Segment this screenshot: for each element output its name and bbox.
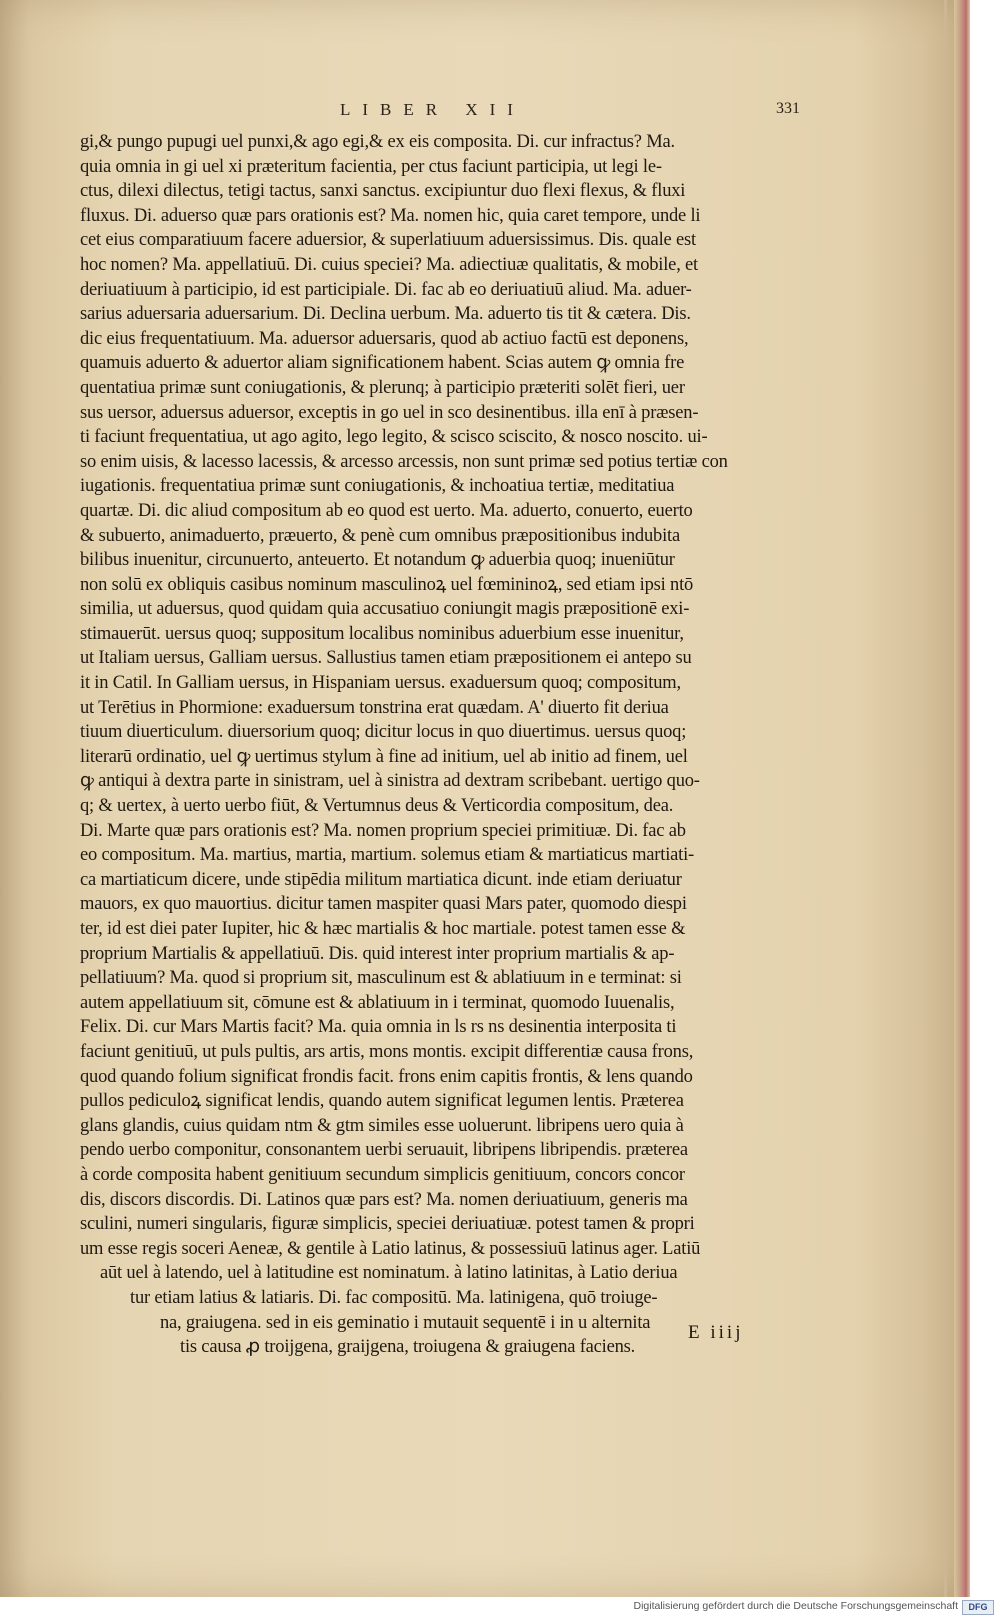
text-line: dis, discors discordis. Di. Latinos quæ pars est? Ma. nomen deriuatiuum, generis ma [80,1189,688,1210]
text-line: stimauerūt. uersus quoq; suppositum localibus nominibus aduerbium esse inuenitur, [80,623,684,644]
text-line: sarius aduersaria aduersarium. Di. Declina uerbum. Ma. aduerto tis tit & cætera. Dis. [80,304,691,325]
text-line: um esse regis soceri Aeneæ, & gentile à Latio latinus, & possessiuū latinus ager. Latiū [80,1238,701,1259]
text-line: ti faciunt frequentatiua, ut ago agito, lego legito, & scisco sciscito, & nosco noscito. ui- [80,427,708,448]
text-line: literarū ordinatio, uel ꝙ uertimus stylum à fine ad initium, uel ab initio ad finem, uel [80,746,688,767]
text-line: ut Terētius in Phormione: exaduersum tonstrina erat quædam. A' diuerto fit deriua [80,697,669,718]
text-line: ut Italiam uersus, Galliam uersus. Sallustius tamen etiam præpositionem ei antepo su [80,648,692,669]
footer-bar [0,1597,1000,1617]
text-line: sculini, numeri singularis, figuræ simplicis, speciei deriuatiuæ. potest tamen & propri [80,1214,695,1235]
text-line: quartæ. Di. dic aliud compositum ab eo quod est uerto. Ma. aduerto, conuerto, euerto [80,500,693,521]
text-line: iugationis. frequentatiua primæ sunt coniugationis, & inchoatiua tertiæ, meditatiua [80,476,675,497]
text-line: quentatiua primæ sunt coniugationis, & plerunq; à participio præteriti solēt fieri, uer [80,377,685,398]
text-line: Di. Marte quæ pars orationis est? Ma. nomen proprium speciei primitiuæ. Di. fac ab [80,820,686,841]
text-line: deriuatiuum à participio, id est participiale. Di. fac ab eo deriuatiuū aliud. Ma. aduer- [80,279,692,300]
text-line: quamuis aduerto & aduertor aliam significationem habent. Scias autem ꝙ omnia fre [80,353,685,374]
text-line: so enim uisis, & lacesso lacessis, & arcesso arcessis, non sunt primæ sed potius tertiæ con [80,451,728,472]
text-line: glans glandis, cuius quidam ntm & gtm similes esse uoluerunt. libripens uero quia à [80,1115,684,1136]
text-line: pendo uerbo componitur, consonantem uerbi seruauit, libripens libripendis. præterea [80,1140,688,1161]
text-line: q; & uertex, à uerto uerbo fiūt, & Vertumnus deus & Verticordia compositum, dea. [80,796,674,817]
text-line: & subuerto, animaduerto, præuerto, & penè cum omnibus præpositionibus indubita [80,525,680,546]
text-line: it in Catil. In Galliam uersus, in Hispaniam uersus. exaduersum quoq; compositum, [80,673,681,694]
page-gutter [944,0,947,1597]
text-line: pullos pediculoꝝ significat lendis, quando autem significat legumen lentis. Præterea [80,1091,684,1112]
text-line: cet eius comparatiuum facere aduersior, & superlatiuum aduersissimus. Dis. quale est [80,230,696,251]
text-line: quod quando folium significat frondis facit. frons enim capitis frontis, & lens quando [80,1066,693,1087]
text-line: non solū ex obliquis casibus nominum masculinoꝝ uel fœmininoꝝ, sed etiam ipsi ntō [80,574,694,595]
text-line: tis causa ꝓ troijgena, graijgena, troiugena & graiugena faciens. [180,1337,636,1358]
text-line: dic eius frequentatiuum. Ma. aduersor aduersaris, quod ab actiuo factū est deponens, [80,328,689,349]
folio-number: 331 [776,100,800,117]
text-line: pellatiuum? Ma. quod si proprium sit, masculinum est & ablatiuum in e terminat: si [80,968,682,989]
dfg-logo: DFG [962,1600,994,1615]
text-line: eo compositum. Ma. martius, martia, martium. solemus etiam & martiaticus martiati- [80,845,695,866]
text-line: na, graiugena. sed in eis geminatio i mutauit sequentē i in u alternita [160,1312,651,1333]
page-edge [954,0,970,1597]
footer-credit: Digitalisierung gefördert durch die Deutsche Forschungsgemeinschaft [633,1600,958,1612]
text-line: hoc nomen? Ma. appellatiuū. Di. cuius speciei? Ma. adiectiuæ qualitatis, & mobile, et [80,254,698,275]
running-head: LIBER XII [340,100,525,119]
text-line: aūt uel à latendo, uel à latitudine est nominatum. à latino latinitas, à Latio deriua [100,1263,678,1284]
text-line: tur etiam latius & latiaris. Di. fac compositū. Ma. latinigena, quō troiuge- [130,1287,658,1308]
text-line: quia omnia in gi uel xi præteritum facientia, per ctus faciunt participia, ut legi le- [80,156,662,177]
text-line: ꝙ antiqui à dextra parte in sinistram, uel à sinistra ad dextram scribebant. uertigo quo- [80,771,700,792]
text-line: Felix. Di. cur Mars Martis facit? Ma. quia omnia in ls rs ns desinentia interposita ti [80,1017,677,1038]
text-line: à corde composita habent genitiuum secundum simplicis genitiuum, concors concor [80,1164,685,1185]
signature-mark: E iiij [688,1322,744,1343]
text-line: ca martiaticum dicere, unde stipēdia militum martiatica dicunt. inde etiam deriuatur [80,869,682,890]
text-line: bilibus inuenitur, circunuerto, anteuerto. Et notandum ꝙ aduerbia quoq; inueniūtur [80,550,675,571]
text-line: gi,& pungo pupugi uel punxi,& ago egi,& ex eis composita. Di. cur infractus? Ma. [80,132,675,152]
text-line: ter, id est diei pater Iupiter, hic & hæc martialis & hoc martiale. potest tamen esse & [80,919,686,939]
text-line: ctus, dilexi dilectus, tetigi tactus, sanxi sanctus. excipiuntur duo flexi flexus, & fluxi [80,181,686,202]
text-line: similia, ut aduersus, quod quidam quia accusatiuo coniungit magis præpositionē exi- [80,599,690,620]
text-line: fluxus. Di. aduerso quæ pars orationis est? Ma. nomen hic, quia caret tempore, unde li [80,205,701,226]
text-block [80,130,820,1360]
text-line: proprium Martialis & appellatiuū. Dis. quid interest inter proprium martialis & ap- [80,943,675,964]
text-line: tiuum diuerticulum. diuersorium quoq; dicitur locus in quo diuertimus. uersus quoq; [80,722,687,743]
text-line: mauors, ex quo mauortius. dicitur tamen maspiter quasi Mars pater, quomodo diespi [80,894,687,915]
text-line: sus uersor, aduersus aduersor, exceptis in go uel in sco desinentibus. illa enī à præsen- [80,402,699,423]
text-line: faciunt genitiuū, ut puls pultis, ars artis, mons montis. excipit differentiæ causa frons, [80,1041,694,1062]
text-line: autem appellatiuum sit, cōmune est & ablatiuum in i terminat, quomodo Iuuenalis, [80,992,675,1013]
